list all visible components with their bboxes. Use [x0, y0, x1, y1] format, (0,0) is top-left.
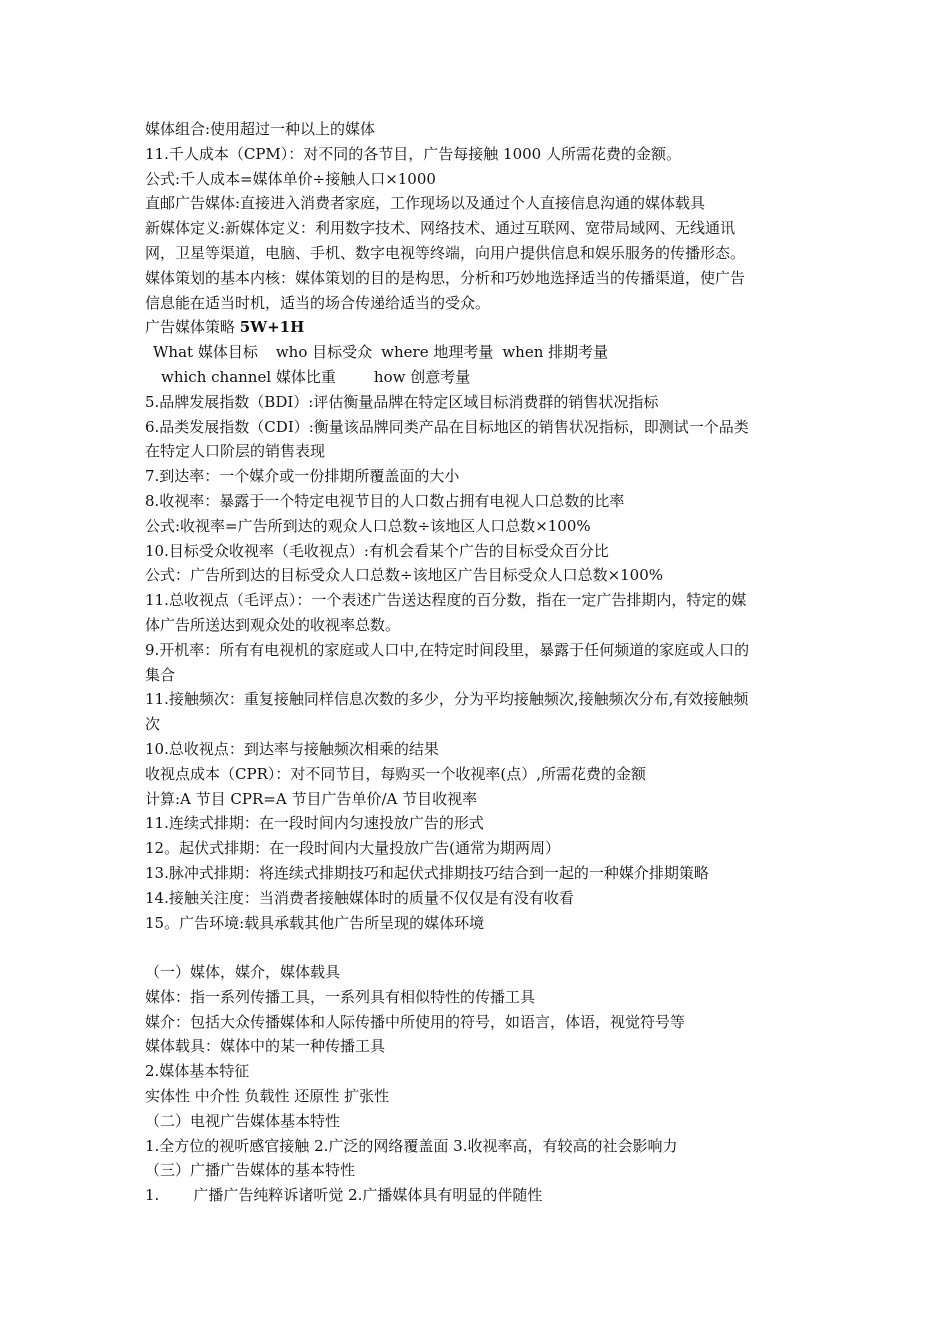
strategy-where: where 地理考量: [381, 343, 494, 362]
text-line: 集合: [145, 665, 176, 684]
strategy-what: What 媒体目标: [153, 343, 258, 362]
text-line: 媒体策划的基本内核：媒体策划的目的是构思，分析和巧妙地选择适当的传播渠道，使广告: [145, 268, 746, 287]
list-text: 广播广告纯粹诉诸听觉 2.广播媒体具有明显的伴随性: [193, 1186, 543, 1205]
text-line: 7.到达率：一个媒介或一份排期所覆盖面的大小: [145, 467, 460, 486]
text-line: 实体性 中介性 负载性 还原性 扩张性: [145, 1087, 390, 1106]
text-line: 公式:收视率=广告所到达的观众人口总数÷该地区人口总数×100%: [145, 516, 591, 535]
text-line: 11.连续式排期：在一段时间内匀速投放广告的形式: [145, 814, 484, 833]
text-line: 体广告所送达到观众处的收视率总数。: [145, 615, 401, 634]
strategy-prefix: 广告媒体策略: [145, 318, 240, 337]
text-line: 6.品类发展指数（CDI）:衡量该品牌同类产品在目标地区的销售状况指标，即测试一个品类: [145, 417, 749, 436]
text-line: 媒体载具：媒体中的某一种传播工具: [145, 1037, 386, 1056]
strategy-row-1: [145, 340, 815, 365]
text-line: 网，卫星等渠道，电脑、手机、数字电视等终端，向用户提供信息和娱乐服务的传播形态。: [145, 243, 746, 262]
text-line: 直邮广告媒体:直接进入消费者家庭，工作现场以及通过个人直接信息沟通的媒体载具: [145, 194, 706, 213]
text-line: 1.全方位的视听感官接触 2.广泛的网络覆盖面 3.收视率高，有较高的社会影响力: [145, 1136, 678, 1155]
strategy-heading: [145, 315, 815, 340]
text-line: 媒体组合:使用超过一种以上的媒体: [145, 120, 376, 138]
strategy-formula: 5W+1H: [239, 318, 305, 337]
document-page: [145, 117, 815, 1208]
text-line: 公式：广告所到达的目标受众人口总数÷该地区广告目标受众人口总数×100%: [145, 566, 664, 585]
text-line: 媒介：包括大众传播媒体和人际传播中所使用的符号，如语言，体语，视觉符号等: [145, 1012, 686, 1031]
strategy-who: who 目标受众: [275, 343, 373, 362]
text-line: 11.千人成本（CPM）：对不同的各节目，广告每接触 1000 人所需花费的金额。: [145, 144, 681, 163]
text-line: 公式:千人成本=媒体单价÷接触人口×1000: [145, 169, 436, 188]
text-line: 新媒体定义:新媒体定义：利用数字技术、网络技术、通过互联网、宽带局域网、无线通讯: [145, 219, 736, 238]
text-line: 15。广告环境:载具承载其他广告所呈现的媒体环境: [145, 913, 485, 932]
text-line: 11.接触频次：重复接触同样信息次数的多少，分为平均接触频次,接触频次分布,有效接触频: [145, 690, 749, 709]
text-line: 12。起伏式排期：在一段时间内大量投放广告(通常为期两周）: [145, 839, 560, 858]
text-line: 收视点成本（CPR）：对不同节目，每购买一个收视率(点）,所需花费的金额: [145, 764, 646, 783]
text-line: （三）广播广告媒体的基本特性: [145, 1161, 356, 1180]
text-line: （二）电视广告媒体基本特性: [145, 1111, 341, 1130]
list-number: 1.: [145, 1186, 160, 1205]
text-line: 5.品牌发展指数（BDI）:评估衡量品牌在特定区域目标消费群的销售状况指标: [145, 392, 659, 411]
text-line: 信息能在适当时机，适当的场合传递给适当的受众。: [145, 293, 491, 312]
text-line: 2.媒体基本特征: [145, 1062, 250, 1081]
text-line: 8.收视率：暴露于一个特定电视节目的人口数占拥有电视人口总数的比率: [145, 491, 625, 510]
text-line: 9.开机率：所有有电视机的家庭或人口中,在特定时间段里，暴露于任何频道的家庭或人口的: [145, 640, 750, 659]
text-line: 11.总收视点（毛评点）：一个表述广告送达程度的百分数，指在一定广告排期内，特定的媒: [145, 591, 747, 610]
text-line: 14.接触关注度：当消费者接触媒体时的质量不仅仅是有没有收看: [145, 888, 574, 907]
strategy-which: which channel 媒体比重: [161, 367, 336, 386]
text-line: 10.目标受众收视率（毛收视点）:有机会看某个广告的目标受众百分比: [145, 541, 609, 560]
text-line: 13.脉冲式排期：将连续式排期技巧和起伏式排期技巧结合到一起的一种媒介排期策略: [145, 863, 709, 882]
text-line: 10.总收视点：到达率与接触频次相乘的结果: [145, 739, 439, 758]
blank-line: [145, 935, 815, 960]
text-line: 媒体：指一系列传播工具，一系列具有相似特性的传播工具: [145, 987, 536, 1006]
strategy-how: how 创意考量: [373, 367, 471, 386]
text-line: （一）媒体，媒介，媒体载具: [145, 963, 341, 982]
strategy-when: when 排期考量: [502, 343, 609, 362]
strategy-row-2: [145, 365, 815, 390]
last-list-item: [145, 1183, 815, 1208]
text-line: 计算:A 节目 CPR=A 节目广告单价/A 节目收视率: [145, 789, 478, 808]
text-line: 次: [145, 715, 161, 734]
text-line: 在特定人口阶层的销售表现: [145, 442, 326, 461]
